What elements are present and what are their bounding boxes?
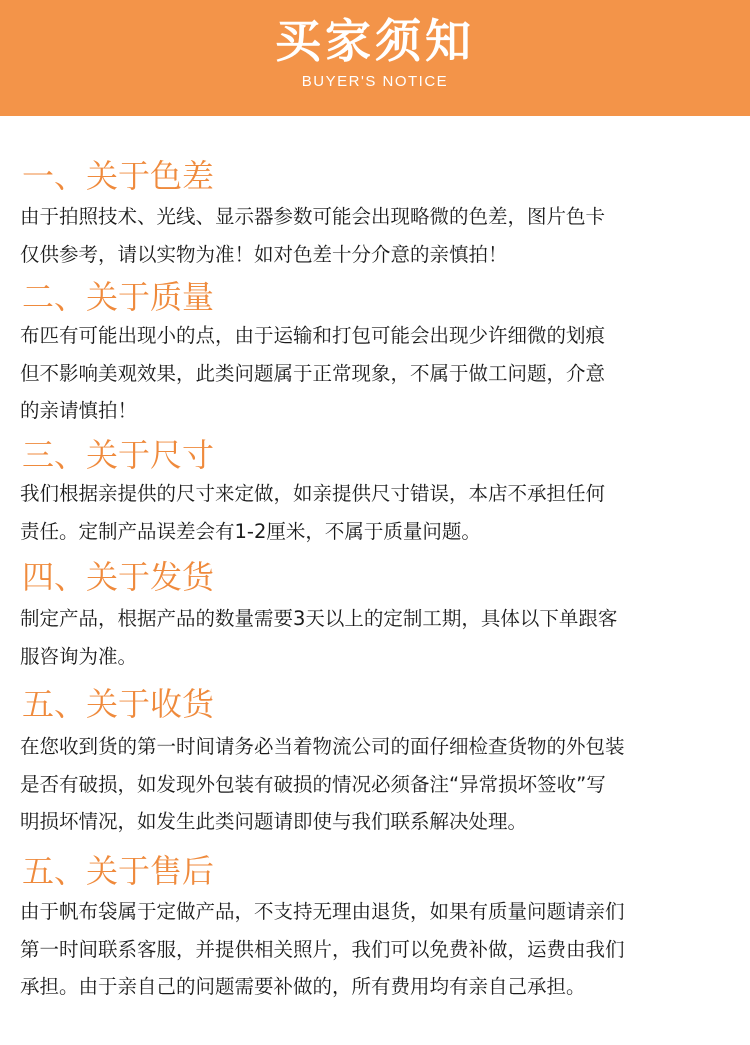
body-line: 责任。定制产品误差会有1-2厘米，不属于质量问题。 [20, 519, 481, 543]
section-heading-size: 三、关于尺寸 [22, 436, 215, 474]
section-body-size [20, 475, 732, 550]
body-line: 仅供参考，请以实物为准！如对色差十分介意的亲慎拍！ [20, 242, 508, 266]
body-line: 第一时间联系客服，并提供相关照片，我们可以免费补做，运费由我们 [20, 937, 625, 961]
section-body-shipping [20, 600, 732, 675]
body-line: 由于拍照技术、光线、显示器参数可能会出现略微的色差，图片色卡 [20, 205, 606, 228]
section-heading-receiving: 五、关于收货 [22, 685, 215, 723]
body-line: 但不影响美观效果，此类问题属于正常现象，不属于做工问题，介意 [20, 361, 606, 385]
section-heading-shipping: 四、关于发货 [22, 558, 215, 596]
body-line: 我们根据亲提供的尺寸来定做，如亲提供尺寸错误，本店不承担任何 [20, 482, 606, 505]
body-line: 在您收到货的第一时间请务必当着物流公司的面仔细检查货物的外包装 [20, 735, 625, 758]
section-body-quality [20, 317, 732, 430]
body-line: 明损坏情况，如发生此类问题请即使与我们联系解决处理。 [20, 810, 528, 833]
section-heading-after-sales: 五、关于售后 [22, 852, 215, 890]
section-heading-quality: 二、关于质量 [22, 278, 215, 316]
section-body-color-difference [20, 198, 732, 273]
body-line: 制定产品，根据产品的数量需要3天以上的定制工期，具体以下单跟客 [20, 607, 618, 630]
body-line: 布匹有可能出现小的点，由于运输和打包可能会出现少许细微的划痕 [20, 324, 606, 347]
page-title: 买家须知 [275, 14, 475, 68]
section-heading-color-difference: 一、关于色差 [22, 157, 215, 195]
body-line: 由于帆布袋属于定做产品，不支持无理由退货，如果有质量问题请亲们 [20, 900, 625, 923]
body-line: 的亲请慎拍！ [20, 399, 138, 422]
header-banner [0, 0, 750, 116]
page-subtitle: BUYER'S NOTICE [301, 73, 449, 90]
section-body-after-sales [20, 893, 732, 1006]
section-body-receiving [20, 728, 732, 841]
body-line: 服咨询为准。 [20, 644, 138, 668]
body-line: 承担。由于亲自己的问题需要补做的，所有费用均有亲自己承担。 [20, 975, 586, 998]
body-line: 是否有破损，如发现外包装有破损的情况必须备注“异常损坏签收”写 [20, 772, 606, 796]
